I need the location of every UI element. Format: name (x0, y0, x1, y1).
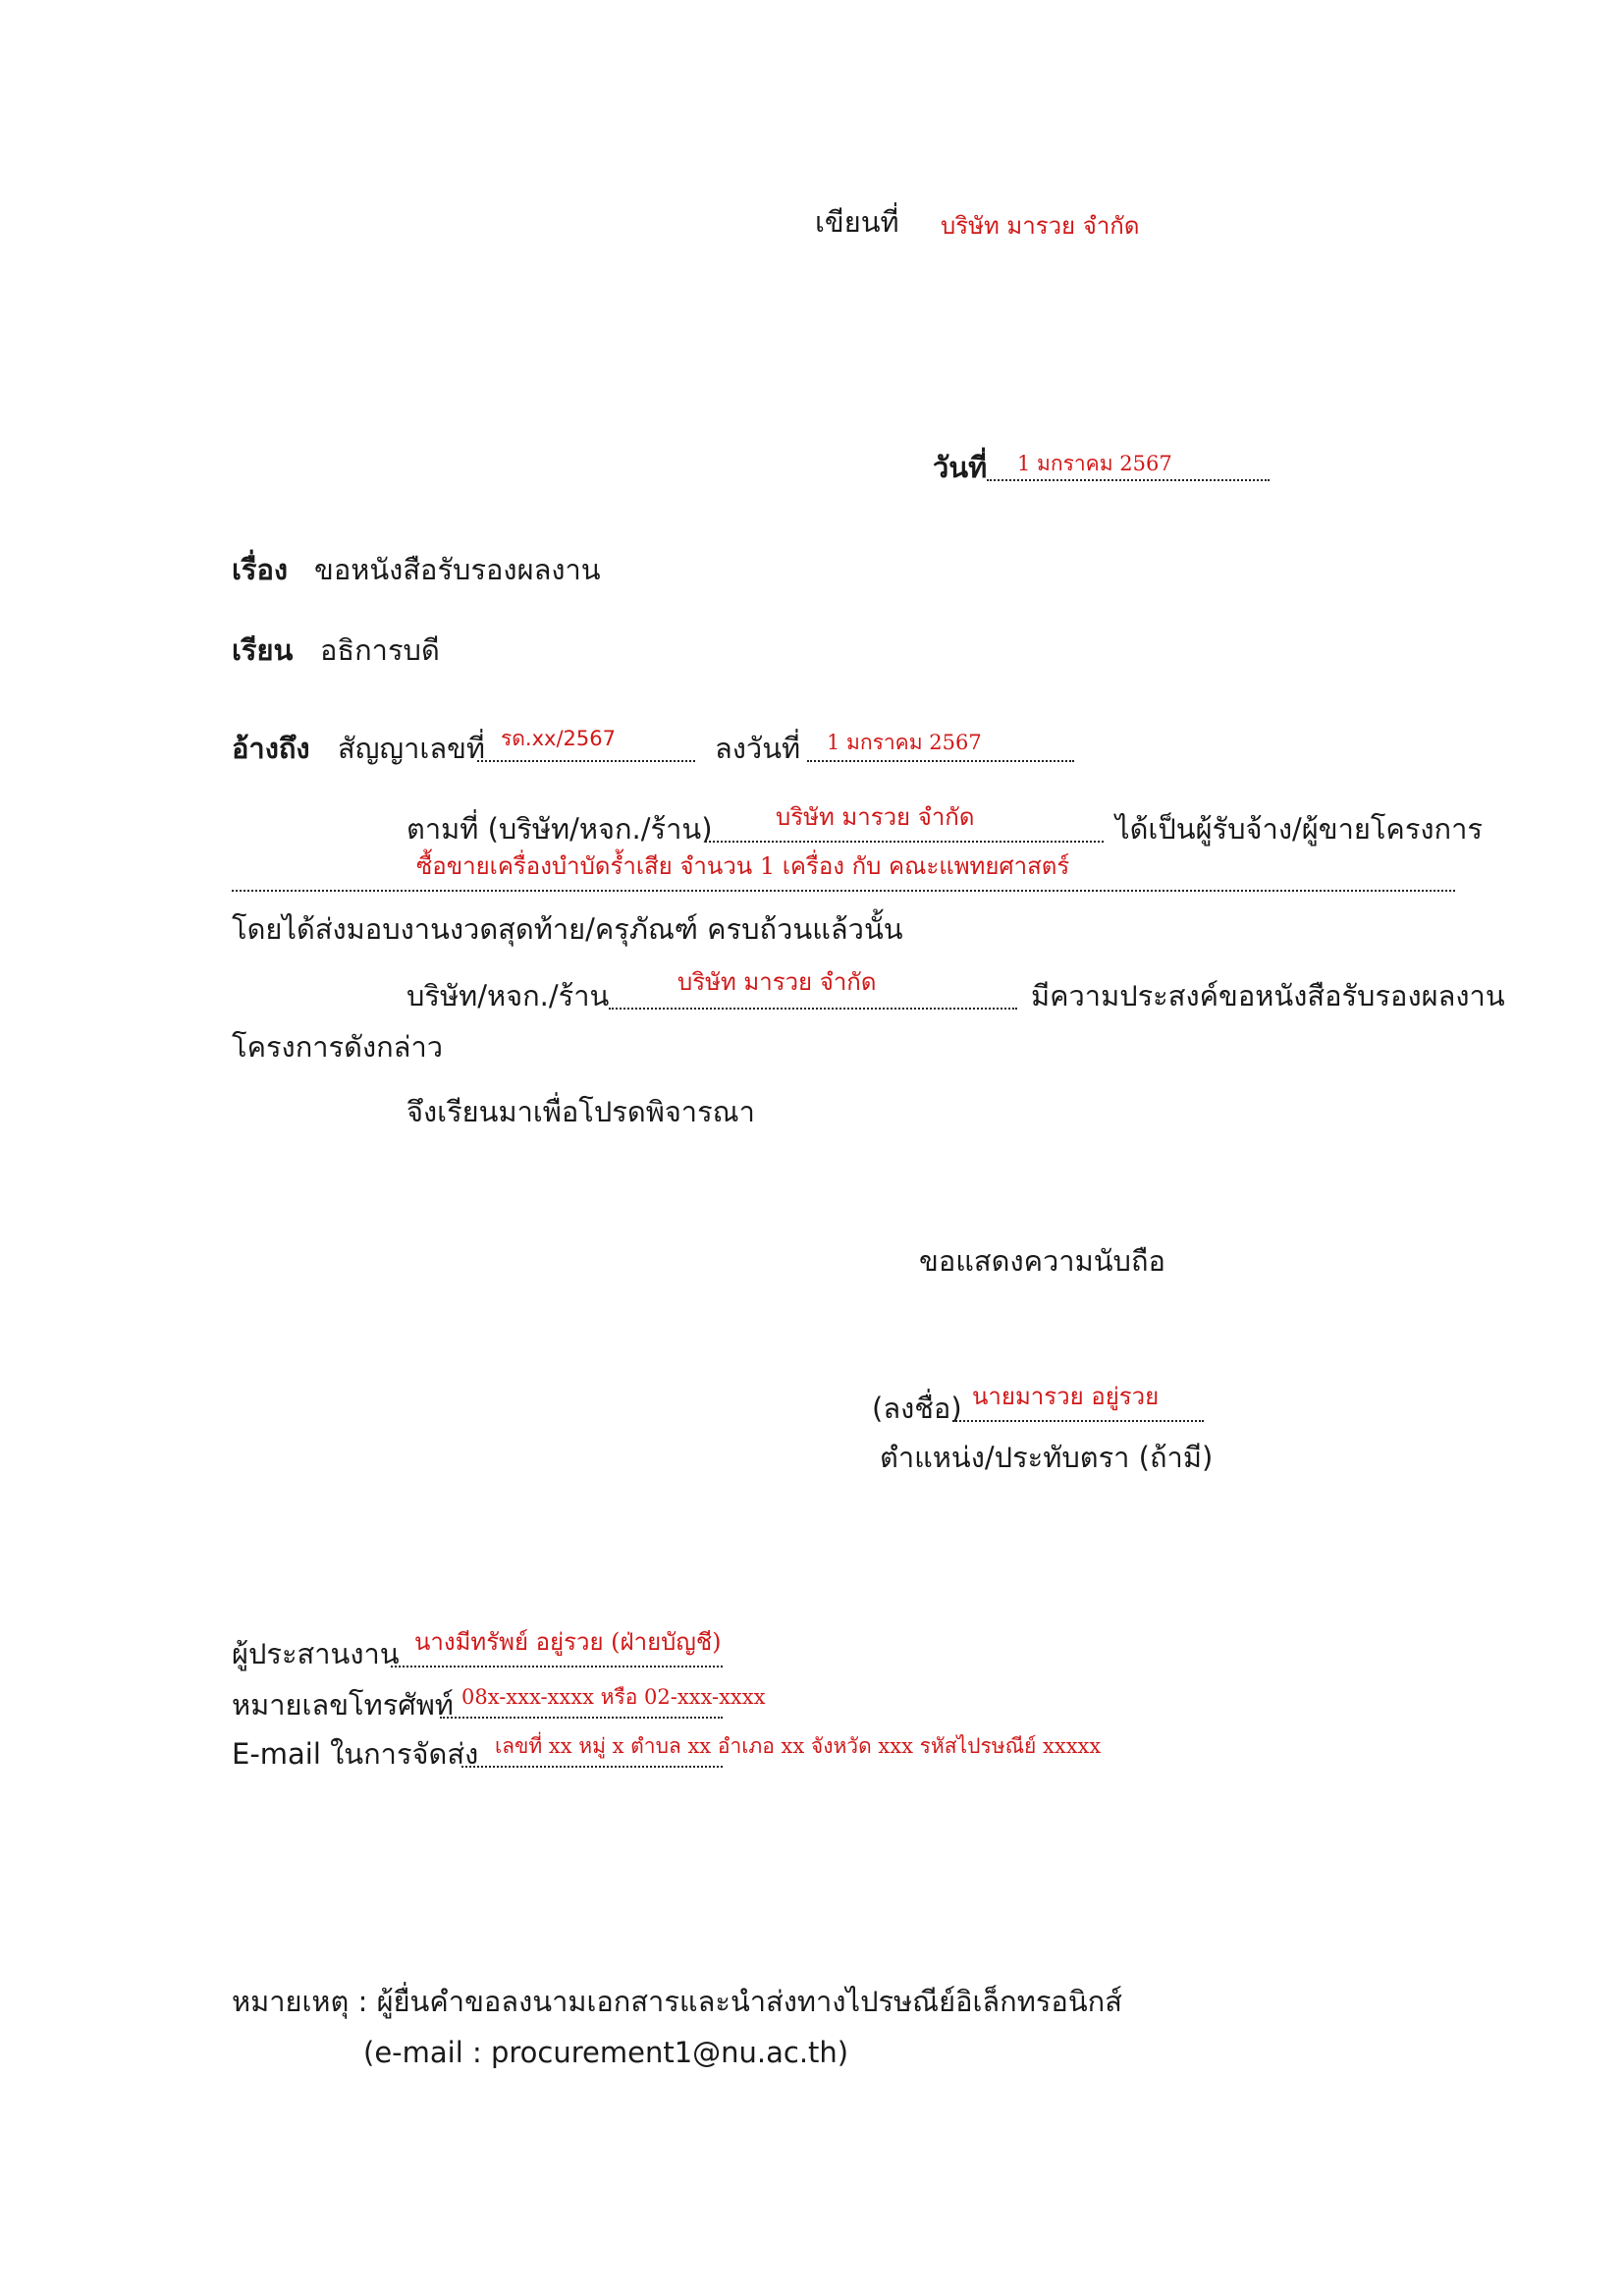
email-dotted-line (461, 1766, 723, 1768)
date-value: 1 มกราคม 2567 (1017, 452, 1172, 475)
para2-company-dotted-line (609, 1008, 1017, 1010)
contract-dotted-line (477, 760, 695, 762)
para1-suffix: ได้เป็นผู้รับจ้าง/ผู้ขายโครงการ (1115, 812, 1483, 846)
note-line1: หมายเหตุ : ผู้ยื่นคำขอลงนามเอกสารและนำส่งทางไปรษณีย์อิเล็กทรอนิกส์ (232, 1985, 1122, 2018)
para2-line2: โครงการดังกล่าว (232, 1030, 444, 1064)
coordinator-dotted-line (391, 1666, 723, 1667)
project-dotted-line (232, 890, 1455, 892)
para2-company: บริษัท มารวย จำกัด (677, 968, 877, 996)
dated-dotted-line (807, 760, 1074, 762)
written-at-value: บริษัท มารวย จำกัด (941, 212, 1140, 240)
phone-value: 08x-xxx-xxxx หรือ 02-xxx-xxxx (461, 1685, 766, 1709)
para1-line3: โดยได้ส่งมอบงานงวดสุดท้าย/ครุภัณฑ์ ครบถ้วนแล้วนั้น (232, 912, 903, 946)
coordinator-label: ผู้ประสานงาน (232, 1637, 400, 1670)
para1-company: บริษัท มารวย จำกัด (776, 803, 975, 831)
contract-label: สัญญาเลขที่ (338, 732, 486, 765)
sign-value: นายมารวย อยู่รวย (972, 1383, 1160, 1410)
sign-label: (ลงชื่อ) (872, 1392, 962, 1425)
para2-suffix: มีความประสงค์ขอหนังสือรับรองผลงาน (1031, 979, 1505, 1012)
email-value: เลขที่ xx หมู่ x ตำบล xx อำเภอ xx จังหวัด xxx รหัสไปรษณีย์ xxxxx (495, 1734, 1102, 1758)
date-dotted-line (987, 479, 1270, 481)
para2-prefix: บริษัท/หจก./ร้าน (406, 979, 610, 1012)
to-label: เรียน (232, 633, 294, 667)
sign-dotted-line (952, 1420, 1204, 1422)
project-value: ซื้อขายเครื่องบำบัดร้ำเสีย จำนวน 1 เครื่อง กับ คณะแพทยศาสตร์ (416, 852, 1070, 880)
closing-line: จึงเรียนมาเพื่อโปรดพิจารณา (406, 1095, 755, 1128)
phone-dotted-line (440, 1717, 723, 1719)
dated-value: 1 มกราคม 2567 (827, 731, 982, 754)
written-at-label: เขียนที่ (815, 205, 899, 239)
para1-company-dotted-line (705, 841, 1104, 843)
note-line2: (e-mail : procurement1@nu.ac.th) (363, 2036, 849, 2069)
to-text: อธิการบดี (320, 633, 440, 667)
coordinator-value: นางมีทรัพย์ อยู่รวย (ฝ่ายบัญชี) (414, 1628, 722, 1656)
subject-label: เรื่อง (232, 553, 289, 586)
reference-label: อ้างถึง (232, 732, 310, 765)
date-label: วันที่ (933, 451, 988, 484)
subject-text: ขอหนังสือรับรองผลงาน (314, 553, 601, 586)
para1-prefix: ตามที่ (บริษัท/หจก./ร้าน) (406, 812, 713, 846)
contract-value: รด.xx/2567 (501, 727, 616, 750)
email-label: E-mail ในการจัดส่ง (232, 1737, 479, 1771)
regards: ขอแสดงความนับถือ (919, 1244, 1165, 1278)
phone-label: หมายเลขโทรศัพท์ (232, 1688, 454, 1722)
position-label: ตำแหน่ง/ประทับตรา (ถ้ามี) (880, 1441, 1214, 1474)
dated-label: ลงวันที่ (715, 732, 801, 765)
